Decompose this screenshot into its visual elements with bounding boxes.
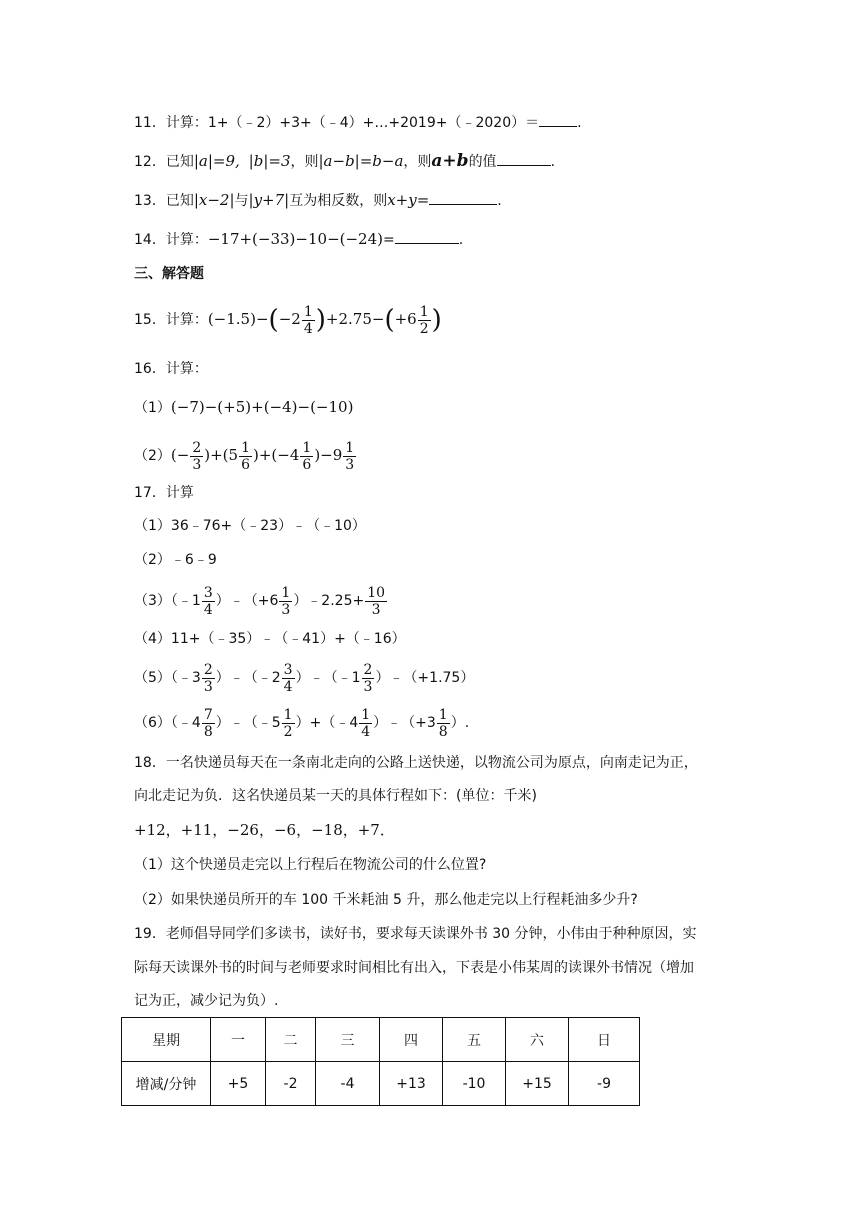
question-17-part-2: （2）﹣6﹣9 [134, 552, 217, 568]
fraction: $\frac{2}{3}$ [192, 439, 202, 473]
question-16-part-1: （1）(−7)−(+5)+(−4)−(−10) [134, 398, 354, 416]
table-cell: -9 [569, 1062, 640, 1106]
section-heading: 三、解答题 [134, 266, 204, 282]
fraction: $\frac{2}{3}$ [363, 661, 373, 695]
fraction: $\frac{1}{3}$ [345, 439, 355, 473]
question-17-title: 17．计算 [134, 485, 194, 501]
question-17-part-4: （4）11+（﹣35）﹣（﹣41）+（﹣16） [134, 631, 406, 647]
question-17-part-3: （3）（﹣1 $\frac{3}{4}$ ）﹣（+6 $\frac{1}{3}$ ）﹣2.25+ $\frac{10}{3}$ [134, 584, 386, 618]
table-cell: 六 [506, 1018, 569, 1062]
question-19-line-3: 记为正，减少记为负）. [134, 993, 279, 1009]
table-cell: -4 [316, 1062, 380, 1106]
fraction: $\frac{2}{3}$ [203, 661, 213, 695]
table-cell: -10 [443, 1062, 506, 1106]
fraction: $\frac{1}{2}$ [283, 706, 293, 740]
table-cell: +13 [380, 1062, 443, 1106]
table-cell: +5 [211, 1062, 266, 1106]
table-header-row [122, 1018, 640, 1062]
fraction: $\frac{1}{3}$ [281, 584, 291, 618]
question-14: 14．计算：−17+(−33)−10−(−24)= . [134, 230, 464, 248]
question-17-part-6: （6）（﹣4 $\frac{7}{8}$ ）﹣（﹣5 $\frac{1}{2}$ ）+（﹣4 $\frac{1}{4}$ ）﹣（+3 $\frac{1}{8}$ ）. [134, 706, 470, 740]
fraction: $\frac{3}{4}$ [203, 584, 213, 618]
table-cell: 三 [316, 1018, 380, 1062]
question-18-part-2: （2）如果快递员所开的车 100 千米耗油 5 升，那么他走完以上行程耗油多少升? [134, 892, 638, 908]
fraction: $\frac{1}{2}$ [419, 303, 429, 337]
fraction: $\frac{7}{8}$ [203, 706, 213, 740]
table-cell: 增减/分钟 [122, 1062, 211, 1106]
table-cell: 日 [569, 1018, 640, 1062]
fraction: $\frac{10}{3}$ [367, 584, 386, 618]
fraction: $\frac{1}{4}$ [303, 303, 313, 337]
answer-blank [429, 190, 497, 205]
question-17-part-5: （5）（﹣3 $\frac{2}{3}$ ）﹣（﹣2 $\frac{3}{4}$ ）﹣（﹣1 $\frac{2}{3}$ ）﹣（+1.75） [134, 661, 475, 695]
question-13: 13．已知|x−2|与|y+7|互为相反数，则x+y= . [134, 191, 502, 209]
question-15: 15．计算：(−1.5)−(−2 $\frac{1}{4}$ )+2.75−(+6 $\frac{1}{2}$ ) [134, 303, 442, 337]
question-18-data: +12，+11，−26，−6，−18，+7． [134, 821, 395, 839]
answer-blank [539, 112, 577, 127]
table-cell: +15 [506, 1062, 569, 1106]
fraction: $\frac{3}{4}$ [283, 661, 293, 695]
reading-table [121, 1017, 640, 1106]
answer-blank [497, 151, 551, 166]
table-cell: 二 [266, 1018, 316, 1062]
fraction: $\frac{1}{6}$ [241, 439, 251, 473]
fraction: $\frac{1}{4}$ [361, 706, 371, 740]
question-11: 11．计算：1+（﹣2）+3+（﹣4）+…+2019+（﹣2020）＝ . [134, 112, 582, 133]
question-18-part-1: （1）这个快递员走完以上行程后在物流公司的什么位置? [134, 857, 487, 873]
question-17-part-1: （1）36﹣76+（﹣23）﹣（﹣10） [134, 518, 366, 534]
question-16-title: 16．计算： [134, 361, 208, 377]
question-18-line-2: 向北走记为负．这名快递员某一天的具体行程如下：(单位：千米) [134, 788, 537, 804]
table-cell: 四 [380, 1018, 443, 1062]
table-cell: 星期 [122, 1018, 211, 1062]
table-row [122, 1062, 640, 1106]
question-19-line-1: 19．老师倡导同学们多读书，读好书，要求每天读课外书 30 分钟，小伟由于种种原因，实 [134, 926, 697, 942]
answer-blank [395, 229, 459, 244]
fraction: $\frac{1}{8}$ [438, 706, 448, 740]
question-16-part-2: （2）(− $\frac{2}{3}$ )+(5 $\frac{1}{6}$ )+(−4 $\frac{1}{6}$ )−9 $\frac{1}{3}$ [134, 439, 355, 473]
fraction: $\frac{1}{6}$ [302, 439, 312, 473]
question-12: 12．已知|a|=9, |b|=3，则|a−b|=b−a，则a+b的值 . [134, 151, 556, 171]
table-cell: -2 [266, 1062, 316, 1106]
table-cell: 一 [211, 1018, 266, 1062]
table-cell: 五 [443, 1018, 506, 1062]
question-18-line-1: 18．一名快递员每天在一条南北走向的公路上送快递，以物流公司为原点，向南走记为正， [134, 755, 698, 771]
question-19-line-2: 际每天读课外书的时间与老师要求时间相比有出入，下表是小伟某周的读课外书情况（增加 [134, 960, 694, 976]
